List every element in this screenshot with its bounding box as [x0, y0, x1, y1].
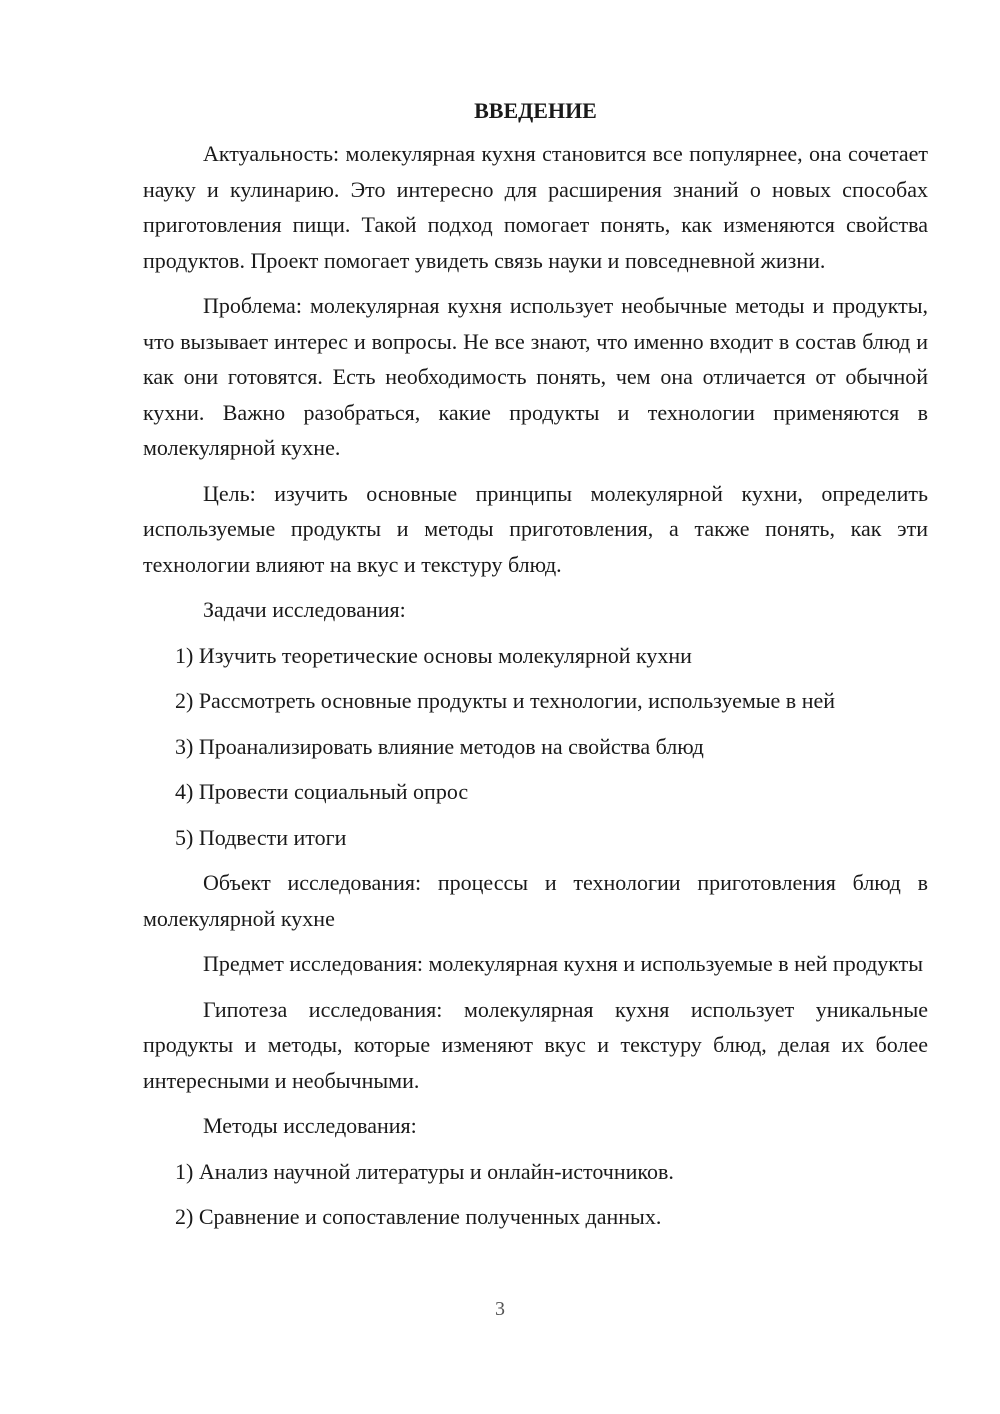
page-number: 3 — [495, 1298, 505, 1320]
tasks-list — [143, 638, 928, 856]
methods-heading: Методы исследования: — [203, 1113, 417, 1138]
section-title: ВВЕДЕНИЕ — [474, 98, 597, 123]
paragraph-problem: Проблема: молекулярная кухня использует необычные методы и продукты, что вызывает интерес и вопросы. Не все знают, что именно входит в состав блюд и как они готовятся. Есть необходимость понять, чем она отличается от обычной кухни. Важно разобраться, какие продукты и технологии применяются в молекулярной кухне. — [143, 293, 928, 460]
tasks-heading: Задачи исследования: — [203, 597, 406, 622]
list-item: 1) Анализ научной литературы и онлайн-источников. — [175, 1158, 674, 1184]
paragraph-goal: Цель: изучить основные принципы молекулярной кухни, определить используемые продукты и методы приготовления, а также понять, как эти технологии влияют на вкус и текстуру блюд. — [143, 480, 928, 577]
paragraph-object: Объект исследования: процессы и технологии приготовления блюд в молекулярной кухне — [143, 870, 928, 931]
document-page — [143, 96, 928, 1245]
paragraph-relevance: Актуальность: молекулярная кухня становится все популярнее, она сочетает науку и кулинарию. Это интересно для расширения знаний о новых способах приготовления пищи. Такой подход помогает понять, как изменяются свойства продуктов. Проект помогает увидеть связь науки и повседневной жизни. — [143, 141, 928, 273]
methods-list — [143, 1154, 928, 1235]
list-item: 2) Рассмотреть основные продукты и технологии, используемые в ней — [175, 688, 835, 713]
list-item: 1) Изучить теоретические основы молекулярной кухни — [175, 642, 692, 668]
paragraph-hypothesis: Гипотеза исследования: молекулярная кухня использует уникальные продукты и методы, которые изменяют вкус и текстуру блюд, делая их более интересными и необычными. — [143, 996, 928, 1093]
list-item: 5) Подвести итоги — [175, 824, 347, 850]
paragraph-subject: Предмет исследования: молекулярная кухня и используемые в ней продукты — [203, 951, 924, 976]
list-item: 2) Сравнение и сопоставление полученных данных. — [175, 1204, 662, 1229]
list-item: 4) Провести социальный опрос — [175, 779, 469, 804]
list-item: 3) Проанализировать влияние методов на свойства блюд — [175, 733, 704, 759]
